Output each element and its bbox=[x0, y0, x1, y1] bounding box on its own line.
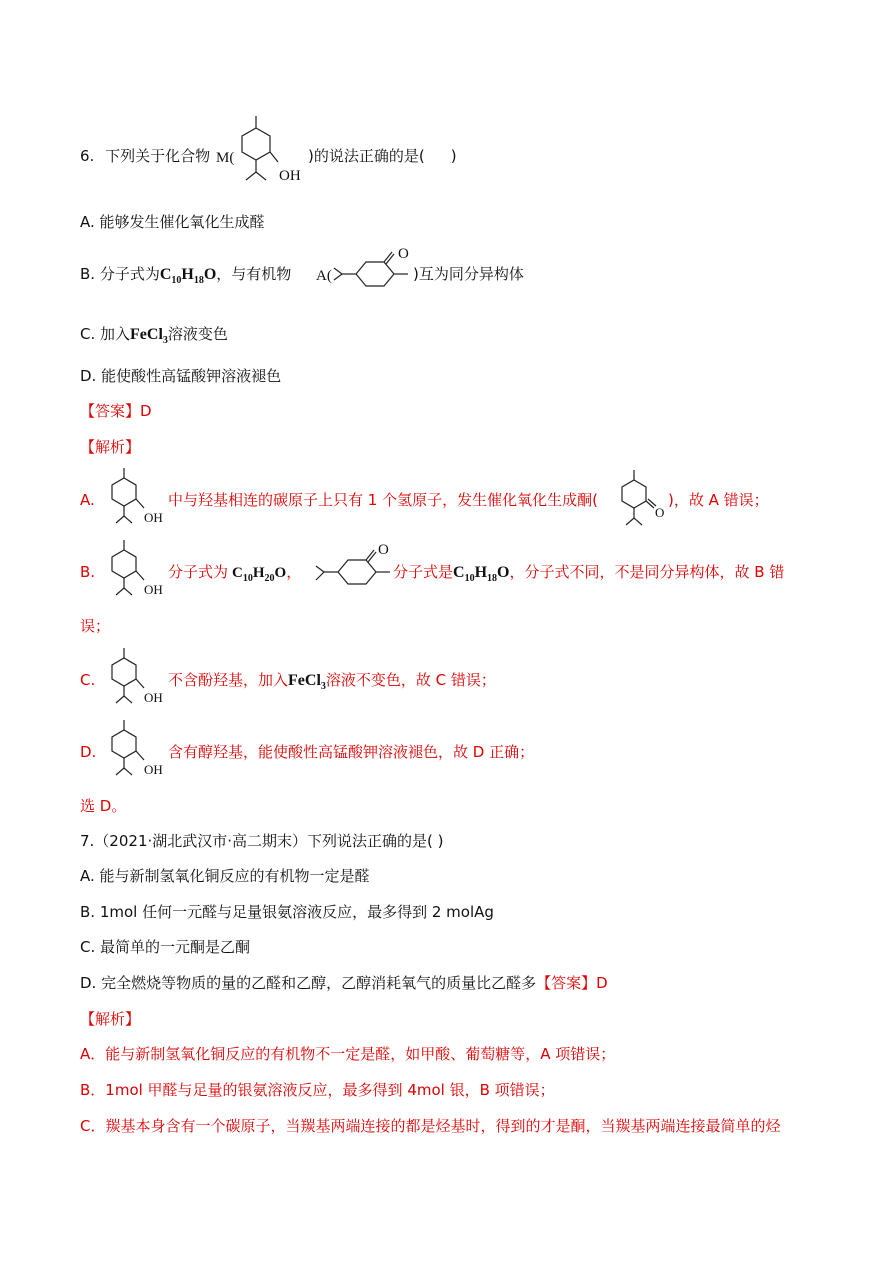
formula-fecl: FeCl bbox=[130, 326, 163, 343]
exp-b-text2-label: 分子式是 bbox=[393, 563, 454, 581]
formula-fecl3 bbox=[130, 326, 168, 347]
formula-c-sub: 10 bbox=[464, 573, 475, 585]
formula-h: H bbox=[181, 266, 194, 283]
exp-d-label: D. bbox=[80, 743, 97, 761]
compound-m-prefix: M( bbox=[216, 150, 235, 166]
option-b-mid: ，与有机物 bbox=[216, 265, 292, 283]
formula-o: O bbox=[497, 564, 510, 581]
exp-c-text bbox=[168, 670, 496, 697]
exp-a-structure-ketone bbox=[614, 468, 674, 530]
exp-c-text1: 不含酚羟基，加入 bbox=[168, 671, 289, 689]
formula-c: C bbox=[159, 266, 172, 283]
q6-analysis-heading: 【解析】 bbox=[80, 438, 141, 456]
exp-c-structure-m bbox=[104, 646, 174, 712]
exp-b-structure-m bbox=[104, 538, 174, 604]
option-b-pre: B. 分子式为 bbox=[80, 265, 160, 283]
q6-option-a: A. 能够发生催化氧化生成醛 bbox=[80, 213, 265, 231]
formula-fecl3-c bbox=[288, 672, 326, 693]
q7-stem: 7.（2021·湖北武汉市·高二期末）下列说法正确的是( ) bbox=[80, 832, 444, 850]
exp-b-oh: OH bbox=[144, 582, 163, 597]
exp-b-text2 bbox=[393, 562, 784, 589]
compound-m-oh-label: OH bbox=[279, 168, 301, 184]
q6-option-c bbox=[80, 324, 228, 351]
formula-c: C bbox=[232, 565, 243, 581]
formula-h-sub: 18 bbox=[193, 275, 204, 287]
q7-analysis-heading: 【解析】 bbox=[80, 1010, 141, 1028]
q7-exp-c: C．羰基本身含有一个碳原子，当羰基两端连接的都是烃基时，得到的才是酮，当羰基两端连接最简单的烃 bbox=[80, 1117, 781, 1135]
formula-c10h18o-b bbox=[453, 564, 510, 585]
exp-a-text: 中与羟基相连的碳原子上只有 1 个氢原子，发生催化氧化生成酮( bbox=[168, 491, 598, 509]
formula-c-sub: 10 bbox=[171, 275, 182, 287]
exp-d-text: 含有醇羟基，能使酸性高锰酸钾溶液褪色，故 D 正确； bbox=[168, 743, 535, 761]
question-number: 6. bbox=[80, 147, 95, 165]
exp-a-end: )，故 A 错误； bbox=[668, 491, 769, 509]
q7-exp-b: B．1mol 甲醛与足量的银氨溶液反应，最多得到 4mol 银，B 项错误； bbox=[80, 1081, 555, 1099]
q7-option-d bbox=[80, 973, 608, 993]
formula-o: O bbox=[203, 266, 217, 283]
exp-b-text1 bbox=[168, 562, 301, 589]
exp-b-text1-label: 分子式为 bbox=[168, 563, 229, 581]
option-c-pre: C. 加入 bbox=[80, 325, 131, 343]
q7-option-b: B. 1mol 任何一元醛与足量银氨溶液反应，最多得到 2 molAg bbox=[80, 903, 494, 921]
q7-answer: 【答案】D bbox=[536, 974, 608, 992]
q6-answer: 【答案】D bbox=[80, 402, 152, 420]
formula-h: H bbox=[474, 564, 488, 581]
q6-stem-post bbox=[308, 146, 457, 166]
q6-stem-post-text: )的说法正确的是( bbox=[308, 147, 425, 165]
exp-d-structure-m bbox=[104, 718, 174, 784]
exp-b-comma: ， bbox=[286, 563, 302, 581]
formula-c10h20o bbox=[232, 565, 287, 584]
q6-stem-pre: 下列关于化合物 bbox=[105, 147, 211, 165]
q6-option-b bbox=[80, 264, 291, 291]
q7-option-a: A. 能与新制氢氧化铜反应的有机物一定是醛 bbox=[80, 867, 370, 885]
formula-fecl-sub: 3 bbox=[320, 681, 326, 693]
exp-b-a-o: O bbox=[378, 542, 389, 558]
option-c-post: 溶液变色 bbox=[167, 325, 228, 343]
q6-stem-paren-close: ) bbox=[450, 147, 457, 165]
exp-b-text3: ，分子式不同，不是同分异构体，故 B 错 bbox=[509, 563, 785, 581]
formula-o: O bbox=[274, 565, 287, 581]
formula-h-sub: 20 bbox=[264, 573, 275, 584]
formula-c: C bbox=[453, 564, 465, 581]
exp-a-oh: OH bbox=[144, 510, 163, 525]
exp-a-ketone-o: O bbox=[655, 505, 665, 520]
exp-b-cont: 误； bbox=[80, 617, 111, 635]
exp-c-text2: 溶液不变色，故 C 错误； bbox=[325, 671, 496, 689]
exp-a-label: A. bbox=[80, 491, 95, 509]
exp-c-label: C. bbox=[80, 671, 96, 689]
option-b-post: )互为同分异构体 bbox=[413, 265, 524, 283]
formula-fecl: FeCl bbox=[288, 672, 321, 689]
q7-option-c: C. 最简单的一元酮是乙酮 bbox=[80, 938, 251, 956]
exp-a-structure-m bbox=[104, 466, 174, 532]
exp-d-oh: OH bbox=[144, 762, 163, 777]
formula-c-sub: 10 bbox=[242, 573, 253, 584]
formula-h: H bbox=[252, 565, 265, 581]
q6-choose: 选 D。 bbox=[80, 797, 127, 815]
q7-exp-a: A．能与新制氢氧化铜反应的有机物不一定是醛，如甲酸、葡萄糖等，A 项错误； bbox=[80, 1045, 616, 1063]
formula-fecl-sub: 3 bbox=[162, 335, 168, 347]
exp-b-label: B. bbox=[80, 563, 96, 581]
exp-c-oh: OH bbox=[144, 690, 163, 705]
formula-c10h18o bbox=[159, 266, 217, 287]
q6-option-d: D. 能使酸性高锰酸钾溶液褪色 bbox=[80, 367, 282, 385]
compound-a-label: A( bbox=[316, 268, 332, 284]
compound-a-o-label: O bbox=[398, 246, 409, 262]
q6-stem bbox=[80, 146, 210, 166]
formula-h-sub: 18 bbox=[487, 573, 498, 585]
q7-option-d-text: D. 完全燃烧等物质的量的乙醛和乙醇，乙醇消耗氧气的质量比乙醛多 bbox=[80, 974, 537, 992]
